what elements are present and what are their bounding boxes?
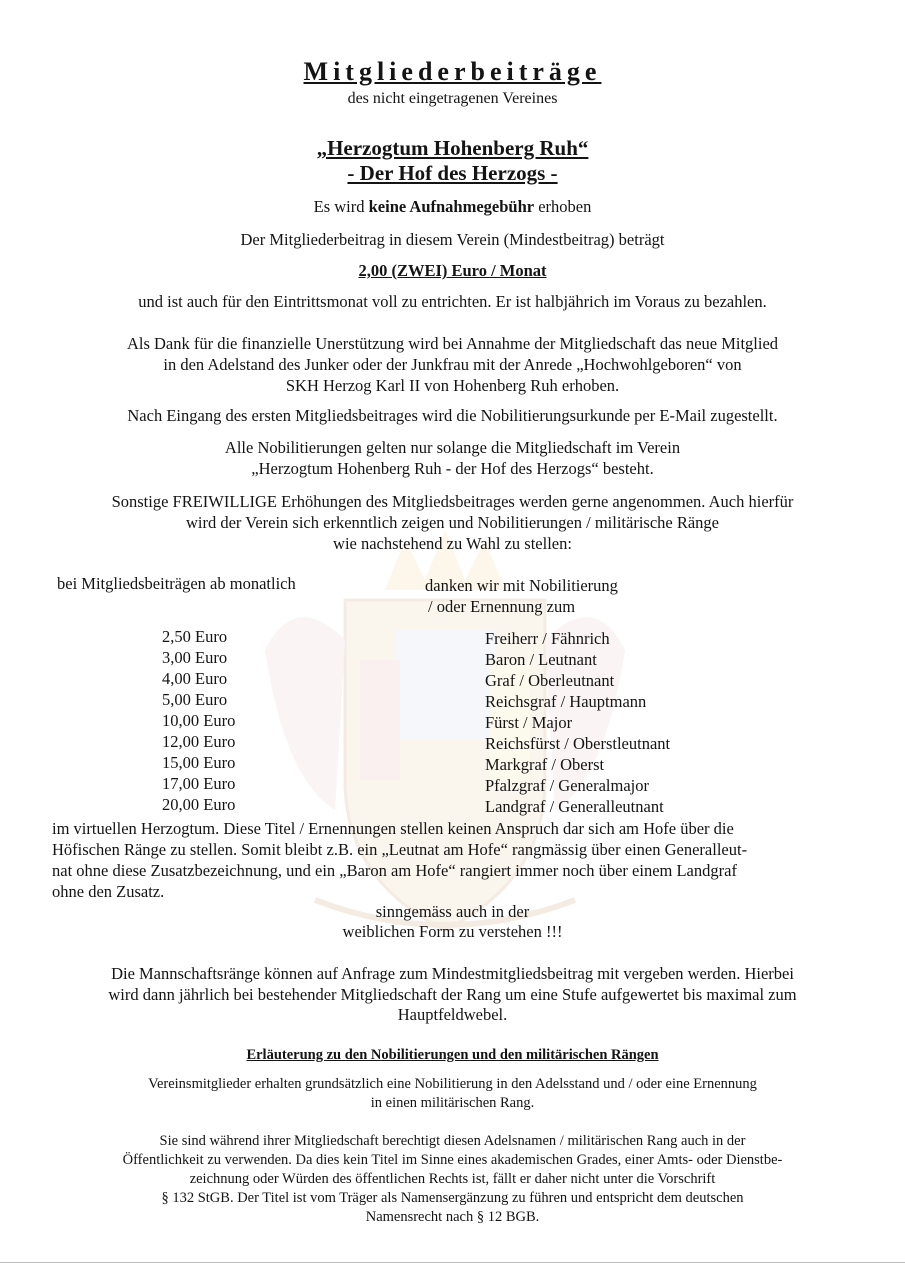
payment-line: und ist auch für den Eintrittsmonat voll zu entrichten. Er ist halbjährich im Voraus zu bezahlen. xyxy=(138,292,767,311)
title-cell: Reichsfürst / Oberstleutnant xyxy=(485,734,671,753)
table-right-header-2: / oder Ernennung zum xyxy=(428,597,576,616)
explanation-2-line-4: § 132 StGB. Der Titel ist vom Träger als Namensergänzung zu führen und entspricht dem deutschen xyxy=(161,1190,744,1206)
amounts-column xyxy=(162,626,235,815)
fee-text-bold: keine Aufnahmegebühr xyxy=(368,197,535,216)
explanation-2-line-2: Öffentlichkeit zu verwenden. Da dies kein Titel im Sinne eines akademischen Grades, einer Amts- oder Dienstbe- xyxy=(122,1152,783,1168)
titles-column xyxy=(485,628,670,817)
voluntary-line-1: Sonstige FREIWILLIGE Erhöhungen des Mitgliedsbeitrages werden gerne angenommen. Auch hierfür xyxy=(111,492,794,511)
table-right-header-1: danken wir mit Nobilitierung xyxy=(425,576,618,595)
virtual-line-1: im virtuellen Herzogtum. Diese Titel / Ernennungen stellen keinen Anspruch dar sich am Hofe über die xyxy=(52,819,734,838)
title-cell: Freiherr / Fähnrich xyxy=(485,629,610,648)
amount-cell: 3,00 Euro xyxy=(162,648,228,667)
title-cell: Markgraf / Oberst xyxy=(485,755,605,774)
contribution-amount: 2,00 (ZWEI) Euro / Monat xyxy=(358,261,547,280)
club-name: „Herzogtum Hohenberg Ruh“ xyxy=(316,136,589,160)
thanks-line-2: in den Adelstand des Junker oder der Junkfrau mit der Anrede „Hochwohlgeboren“ von xyxy=(163,355,742,374)
explanation-1-line-2: in einen militärischen Rang. xyxy=(370,1095,535,1111)
explanation-2-line-1: Sie sind während ihrer Mitgliedschaft berechtigt diesen Adelsnamen / militärischen Rang auch in der xyxy=(159,1133,746,1149)
amount-cell: 5,00 Euro xyxy=(162,690,228,709)
amount-cell: 4,00 Euro xyxy=(162,669,228,688)
bottom-edge-line xyxy=(0,1262,905,1263)
table-left-header: bei Mitgliedsbeiträgen ab monatlich xyxy=(57,574,296,593)
amount-cell: 17,00 Euro xyxy=(162,774,236,793)
explanation-heading: Erläuterung zu den Nobilitierungen und den militärischen Rängen xyxy=(246,1047,659,1063)
title-cell: Graf / Oberleutnant xyxy=(485,671,615,690)
fee-text-pre: Es wird xyxy=(313,197,369,216)
explanation-2-line-3: zeichnung oder Würden des öffentlichen Rechts ist, fällt er daher nicht unter die Vorschrift xyxy=(189,1171,716,1187)
title-cell: Pfalzgraf / Generalmajor xyxy=(485,776,650,795)
thanks-line-3: SKH Herzog Karl II von Hohenberg Ruh erhoben. xyxy=(285,376,620,395)
ranks-line-3: Hauptfeldwebel. xyxy=(397,1005,508,1024)
ranks-line-1: Die Mannschaftsränge können auf Anfrage zum Mindestmitgliedsbeitrag mit vergeben werden. Hierbei xyxy=(111,964,794,983)
title-cell: Fürst / Major xyxy=(485,713,573,732)
validity-line-1: Alle Nobilitierungen gelten nur solange die Mitgliedschaft im Verein xyxy=(224,438,681,457)
document-subtitle: des nicht eingetragenen Vereines xyxy=(347,90,558,107)
voluntary-line-3: wie nachstehend zu Wahl zu stellen: xyxy=(333,534,572,553)
amount-cell: 10,00 Euro xyxy=(162,711,236,730)
virtual-line-3: nat ohne diese Zusatzbezeichnung, und ein „Baron am Hofe“ rangiert immer noch über einem Landgraf xyxy=(52,861,737,880)
female-note-1: sinngemäss auch in der xyxy=(375,902,530,921)
explanation-2-line-5: Namensrecht nach § 12 BGB. xyxy=(365,1209,540,1225)
virtual-line-4: ohne den Zusatz. xyxy=(52,882,165,901)
contribution-line: Der Mitgliederbeitrag in diesem Verein (Mindestbeitrag) beträgt xyxy=(240,230,665,249)
ranks-line-2: wird dann jährlich bei bestehender Mitgliedschaft der Rang um eine Stufe aufgewertet bis maximal zum xyxy=(108,985,797,1004)
club-subtitle: - Der Hof des Herzogs - xyxy=(347,161,558,185)
amount-cell: 2,50 Euro xyxy=(162,627,228,646)
female-note-2: weiblichen Form zu verstehen !!! xyxy=(342,922,563,941)
title-cell: Landgraf / Generalleutnant xyxy=(485,797,664,816)
explanation-1-line-1: Vereinsmitglieder erhalten grundsätzlich eine Nobilitierung in den Adelsstand und / oder eine Ernennung xyxy=(148,1076,757,1092)
email-line: Nach Eingang des ersten Mitgliedsbeitrages wird die Nobilitierungsurkunde per E-Mail zugestellt. xyxy=(127,406,778,425)
voluntary-line-2: wird der Verein sich erkenntlich zeigen und Nobilitierungen / militärische Ränge xyxy=(185,513,720,532)
title-cell: Baron / Leutnant xyxy=(485,650,597,669)
virtual-line-2: Höfischen Ränge zu stellen. Somit bleibt z.B. ein „Leutnat am Hofe“ rangmässig über einen Generalleut- xyxy=(52,840,748,859)
thanks-line-1: Als Dank für die finanzielle Unerstützung wird bei Annahme der Mitgliedschaft das neue Mitglied xyxy=(126,334,779,353)
title-cell: Reichsgraf / Hauptmann xyxy=(485,692,647,711)
amount-cell: 20,00 Euro xyxy=(162,795,236,814)
validity-line-2: „Herzogtum Hohenberg Ruh - der Hof des Herzogs“ besteht. xyxy=(251,459,654,478)
admission-fee-line xyxy=(0,197,905,217)
fee-text-post: erhoben xyxy=(534,197,592,216)
amount-cell: 12,00 Euro xyxy=(162,732,236,751)
document-title: Mitgliederbeiträge xyxy=(303,57,602,86)
amount-cell: 15,00 Euro xyxy=(162,753,236,772)
